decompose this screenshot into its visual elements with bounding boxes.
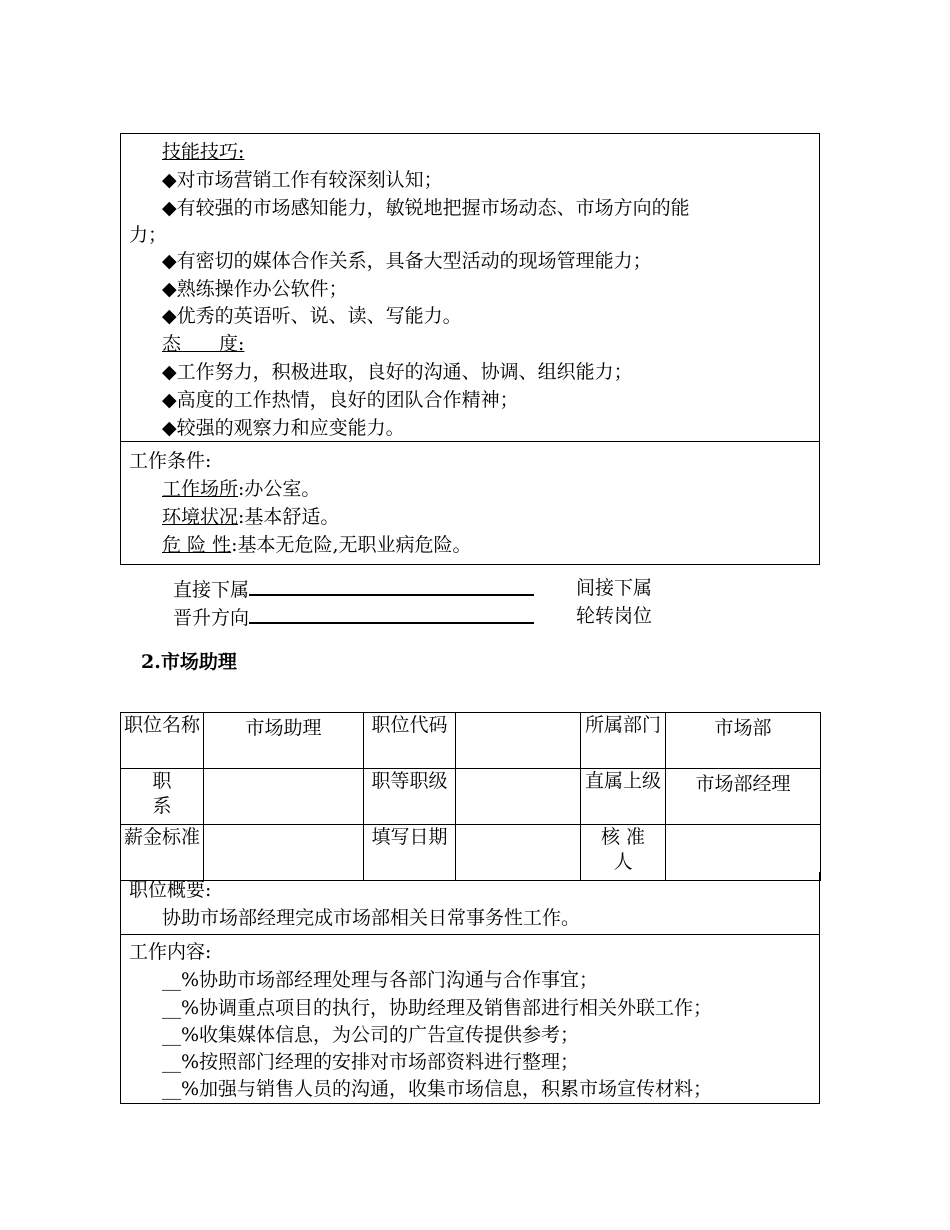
condition-hazard (162, 531, 472, 559)
duties-colon: : (205, 941, 212, 963)
department-value: 市场部 (666, 713, 821, 769)
duty-item: __%按照部门经理的安排对市场部资料进行整理； (162, 1051, 580, 1073)
attitude-item: ◆较强的观察力和应变能力。 (162, 417, 405, 439)
salary-label: 薪金标准 (121, 825, 204, 881)
indirect-subordinate-label: 间接下属 (576, 577, 653, 599)
condition-workplace (162, 475, 320, 503)
attitude-item: ◆高度的工作热情，良好的团队合作精神； (162, 389, 519, 411)
supervisor-label: 直属上级 (581, 769, 666, 825)
attitude-item: ◆工作努力，积极进取，良好的沟通、协调、组织能力； (162, 361, 633, 383)
fill-date-label: 填写日期 (364, 825, 456, 881)
job-series-label: 职 系 (121, 769, 204, 825)
department-label: 所属部门 (581, 713, 666, 769)
position-code-label: 职位代码 (364, 713, 456, 769)
condition-label: 危 险 性 (162, 534, 232, 556)
promotion-row (173, 602, 534, 632)
duty-item: __%协助市场部经理处理与各部门沟通与合作事宜； (162, 969, 599, 991)
condition-value: :基本无危险,无职业病危险。 (231, 534, 472, 556)
condition-label: 环境状况 (162, 506, 239, 528)
section-title: 2.市场助理 (141, 651, 237, 673)
duties-heading (129, 938, 211, 966)
condition-value: :办公室。 (238, 478, 321, 500)
duty-item: __%收集媒体信息，为公司的广告宣传提供参考； (162, 1024, 580, 1046)
summary-text: 协助市场部经理完成市场部相关日常事务性工作。 (162, 907, 581, 929)
skills-heading: 技能技巧: (162, 141, 245, 163)
supervisor-value: 市场部经理 (666, 769, 821, 825)
table-row (121, 713, 821, 769)
direct-subordinate-row (173, 574, 534, 604)
condition-value: :基本舒适。 (238, 506, 340, 528)
position-info-table (120, 712, 821, 881)
conditions-heading-text: 工作条件 (129, 450, 206, 472)
job-series-value (204, 769, 364, 825)
work-content-box (120, 934, 820, 1104)
condition-label: 工作场所 (162, 478, 239, 500)
rotation-label: 轮转岗位 (576, 605, 653, 627)
skill-item-continuation: 力； (129, 224, 168, 246)
skill-item: ◆优秀的英语听、说、读、写能力。 (162, 305, 462, 327)
position-code-value (456, 713, 581, 769)
skill-item: ◆有较强的市场感知能力，敏锐地把握市场动态、市场方向的能 (162, 197, 690, 219)
direct-subordinate-blank[interactable] (249, 574, 534, 596)
conditions-heading (129, 447, 211, 475)
duty-item: __%协调重点项目的执行，协助经理及销售部进行相关外联工作； (162, 997, 713, 1019)
skill-item: ◆有密切的媒体合作关系，具备大型活动的现场管理能力； (162, 250, 652, 272)
position-summary-box (120, 872, 820, 935)
position-name-value: 市场助理 (204, 713, 364, 769)
work-conditions-box (120, 441, 820, 565)
job-grade-label: 职等职级 (364, 769, 456, 825)
position-name-label: 职位名称 (121, 713, 204, 769)
promotion-blank[interactable] (249, 602, 534, 624)
attitude-heading: 态 度: (162, 333, 245, 355)
condition-environment (162, 503, 339, 531)
summary-heading-text: 职位概要 (129, 879, 206, 901)
direct-subordinate-label: 直接下属 (173, 579, 250, 601)
duty-item: __%加强与销售人员的沟通，收集市场信息，积累市场宣传材料； (162, 1078, 713, 1100)
approver-label: 核 准 人 (581, 825, 666, 881)
promotion-label: 晋升方向 (173, 607, 250, 629)
conditions-colon: : (205, 450, 212, 472)
skills-attitude-box (120, 133, 820, 442)
duties-heading-text: 工作内容 (129, 941, 206, 963)
skill-item: ◆对市场营销工作有较深刻认知； (162, 169, 443, 191)
summary-heading (129, 876, 211, 904)
summary-colon: : (205, 879, 212, 901)
skill-item: ◆熟练操作办公软件； (162, 278, 348, 300)
job-grade-value (456, 769, 581, 825)
table-row (121, 769, 821, 825)
